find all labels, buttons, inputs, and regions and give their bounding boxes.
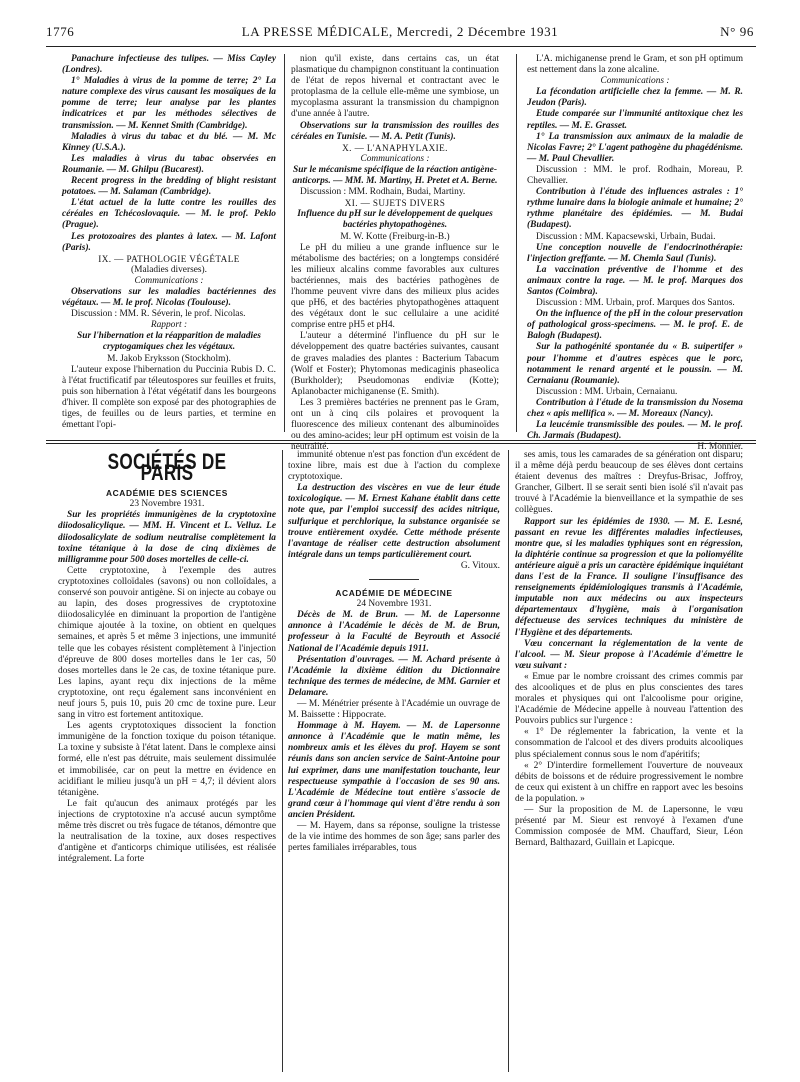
text-paragraph: Vœu concernant la réglementation de la vente de l'alcool. — M. Sieur propose à l'Académie d'émettre le vœu suivant : <box>515 638 743 671</box>
page-header <box>46 24 754 46</box>
text-paragraph: Le fait qu'aucun des animaux protégés par les injections de cryptotoxine n'a accusé aucun symptôme même très discret ou très fugace de tétanos, démontre que la neutralisation de la toxine, aux doses respectives d'antigène et d'anticorps chimique utilisées, est réalisée intégralement. La forte <box>58 798 276 865</box>
text-paragraph: M. Jakob Eryksson (Stockholm). <box>107 353 231 364</box>
text-paragraph: Contribution à l'étude de la transmission du Nosema chez « apis mellifica ». — M. Moreaux (Nancy). <box>527 397 743 419</box>
top-column-2 <box>291 54 499 453</box>
text-paragraph: immunité obtenue n'est pas fonction d'un excédent de toxine libre, mais est due à l'action du complexe cryptotoxique. <box>288 450 500 483</box>
section-heading: XI. — SUJETS DIVERS <box>344 198 446 209</box>
section-heading: ACADÉMIE DE MÉDECINE <box>335 588 453 599</box>
text-paragraph: Discussion : MM. Urbain, prof. Marques dos Santos. <box>536 298 735 309</box>
text-paragraph: Présentation d'ouvrages. — M. Achard présente à l'Académie la dixième édition du Dictionnaire technique des termes de médecine, de MM. Garnier et Delamare. <box>288 654 500 698</box>
text-paragraph: Le pH du milieu a une grande influence sur le métabolisme des bactéries; on a longtemps considéré les milieux alcalins comme favorables aux cultures bactériennes, mais des bactéries pathogènes de l'homme peuvent vivre dans des milieux plus acides que pH6, et des bactéries phytopathogènes attaquent des végétaux dont le suc cellulaire a une acidité comprise entre pH5 et pH4. <box>291 242 499 331</box>
text-paragraph: Panachure infectieuse des tulipes. — Miss Cayley (Londres). <box>62 54 276 76</box>
text-paragraph: La destruction des viscères en vue de leur étude toxicologique. — M. Ernest Kahane établit dans cette note que, par l'emploi successif des acides nitrique, sulfurique et perchlorique, la substance organisée se trouve entièrement oxydée. Cette méthode présente l'avantage de réaliser cette destruction absolument intégrale dans un temps particulièrement court. <box>288 483 500 560</box>
text-paragraph: (Maladies diverses). <box>130 264 208 275</box>
text-paragraph: La leucémie transmissible des poules. — M. le prof. Ch. Jarmais (Budapest). <box>527 420 743 442</box>
bottom-column-3 <box>515 450 743 1074</box>
text-paragraph: Discussion : MM. Urbain, Cernaianu. <box>536 386 678 397</box>
page-number: 1776 <box>46 24 75 39</box>
text-paragraph: La vaccination préventive de l'homme et des animaux contre la rage. — M. le prof. Marques dos Santos (Coimbra). <box>527 264 743 297</box>
text-paragraph: nion qu'il existe, dans certains cas, un état plasmatique du champignon constituant la continuation de l'état de repos hivernal et contractant avec le protoplasma de la cellule elle-même une symbiose, un mycoplasma assurant la transmission du champignon d'une année à l'autre. <box>291 54 499 120</box>
text-paragraph: Communications : <box>134 275 204 286</box>
text-paragraph: Les maladies à virus du tabac observées en Roumanie. — M. Ghilpu (Bucarest). <box>62 153 276 175</box>
text-paragraph: Cette cryptotoxine, à l'exemple des autres cryptotoxines colloïdales (savons) ou non colloïdales, a conservé son pouvoir antigène. Si on injecte au cobaye ou au lapin, des doses progressives de cryptotoxine diiodosalicylée en diminuant la proportion de l'antigène chimique ajoutée à la toxine, on obtient en quelques semaines, et après 5 et même 3 injections, une immunité telle que les cobayes résistent complètement à l'injection d'épreuve de 800 doses mortelles dans le 1er cas, 50 doses mortelles dans le 2e cas, de toxine tétanique pure. Les lapins, ayant reçu dix injections de la même cryptotoxine, ont reçu également sans inconvénient en neuf jours 5, puis 10, puis 20 cmc de toxine pure. Leur sang in vitro est fortement antitoxique. <box>58 565 276 721</box>
text-paragraph: Etude comparée sur l'immunité antitoxique chez les reptiles. — M. E. Grasset. <box>527 109 743 131</box>
text-paragraph: Discussion : MM. Kapacsewski, Urbain, Budai. <box>536 231 716 242</box>
text-paragraph: Les 3 premières bactéries ne prennent pas le Gram, ont un à cinq cils polaires et provoquent la fluorescence des milieux contenant des albuminoïdes ou des amino-acides; leur pH optimum est voisin de la neutralité. <box>291 397 499 453</box>
column-divider <box>284 54 285 432</box>
text-paragraph: Rapport : <box>150 320 188 331</box>
text-paragraph: Observations sur la transmission des rouilles des céréales en Tunisie. — M. A. Petit (Tunis). <box>291 120 499 142</box>
section-heading: ACADÉMIE DES SCIENCES <box>106 488 228 499</box>
section-title: SOCIÉTÉS DE PARIS <box>107 449 227 486</box>
journal-title: LA PRESSE MÉDICALE, Mercredi, 2 Décembre 1931 <box>241 24 559 39</box>
issue-number: N° 96 <box>720 24 754 39</box>
text-paragraph: — M. Hayem, dans sa réponse, souligne la tristesse de la vie intime des hommes de son âge; sans parler des pertes familiales irréparables, tous <box>288 821 500 854</box>
bottom-column-2 <box>288 450 500 1074</box>
top-column-3 <box>527 54 743 453</box>
text-paragraph: Hommage à M. Hayem. — M. de Lapersonne annonce à l'Académie que le matin même, les nombreux amis et les élèves du prof. Hayem se sont réunis dans son ancien service de Saint-Antoine pour lui exprimer, dans une manifestation touchante, leur respectueuse sympathie à l'occasion de ses 90 ans. L'Académie de Médecine tout entière s'associe de grand cœur à l'hommage qui vient d'être rendu à son ancien Président. <box>288 721 500 820</box>
text-paragraph: Sur l'hibernation et la réapparition de maladies cryptogamiques chez les végétaux. <box>77 331 261 353</box>
text-paragraph: Sur la pathogénité spontanée du « B. suipertifer » pour l'homme et d'autres espèces que le porc, notamment le renard argenté et le poussin. — M. Cernaianu (Roumanie). <box>527 342 743 386</box>
separator-rule <box>369 579 419 580</box>
text-paragraph: La fécondation artificielle chez la femme. — M. R. Jeudon (Paris). <box>527 87 743 109</box>
text-paragraph: « 2° D'interdire formellement l'ouverture de nouveaux débits de boissons et de réduire progressivement le nombre de ceux qui existent à un chiffre en rapport avec les besoins de la population. » <box>515 760 743 804</box>
section-heading: IX. — PATHOLOGIE VÉGÉTALE <box>98 253 240 264</box>
text-paragraph: H. Monnier. <box>697 442 743 453</box>
text-paragraph: Sur les propriétés immunigènes de la cryptotoxine diiodosalicylique. — MM. H. Vincent et L. Velluz. Le diiodosalicylate de sodium neutralise complètement la toxine tétanique à la dose de cinq dixièmes de milligramme pour 500 doses mortelles de celle-ci. <box>58 510 276 565</box>
text-paragraph: L'auteur a déterminé l'influence du pH sur le développement des quatre bactéries suivantes, causant de graves maladies des plantes : Bacterium Tabacum (Wolf et Foster); Phytomonas medicaginis phaseolica (Burkholder); Pseudomonas endiviæ (Kotte); Aplanobacter michiganense (E. Smith). <box>291 331 499 397</box>
column-divider <box>516 54 517 432</box>
text-paragraph: Sur le mécanisme spécifique de la réaction antigène-anticorps. — MM. M. Martiny, H. Pretet et A. Berne. <box>292 164 498 187</box>
text-paragraph: « 1° De réglementer la fabrication, la vente et la consommation de l'alcool et des divers produits alcooliques plus spécialement connus sous le nom d'apéritifs; <box>515 727 743 760</box>
text-paragraph: Les protozoaires des plantes à latex. — M. Lafont (Paris). <box>62 231 276 253</box>
text-paragraph: 1° Maladies à virus de la pomme de terre; 2° La nature complexe des virus causant les mosaïques de la pomme de terre; leur analyse par les plantes indicatrices et par les méthodes sélectives de transmission. — M. Kennet Smith (Cambridge). <box>62 76 276 131</box>
text-paragraph: Contribution à l'étude des influences astrales : 1° rythme lunaire dans la biologie animale et humaine; 2° rythme planétaire des épidémies. — M. Budai (Budapest). <box>527 187 743 231</box>
text-paragraph: On the influence of the pH in the colour preservation of pathological gross-specimens. — M. le prof. E. de Balogh (Budapest). <box>527 309 743 342</box>
section-heading: X. — L'ANAPHYLAXIE. <box>342 142 448 153</box>
text-paragraph: 1° La transmission aux animaux de la maladie de Nicolas Favre; 2° L'agent pathogène du phagédénisme. — M. Paul Chevallier. <box>527 131 743 164</box>
column-divider <box>508 450 509 1072</box>
text-paragraph: Décès de M. de Brun. — M. de Lapersonne annonce à l'Académie le décès de M. de Brun, professeur à la Faculté de Beyrouth et Associé National de l'Académie depuis 1911. <box>288 610 500 654</box>
text-paragraph: G. Vitoux. <box>460 560 500 571</box>
text-paragraph: Recent progress in the bredding of blight resistant potatoes. — M. Salaman (Cambridge). <box>62 176 276 198</box>
text-paragraph: M. W. Kotte (Freiburg-in-B.) <box>340 231 450 242</box>
text-paragraph: Rapport sur les épidémies de 1930. — M. E. Lesné, passant en revue les différentes maladies infectieuses, montre que, si les maladies typhiques sont en régression, la diphtérie continue sa progression et que la poliomyélite antérieure aiguë a pris un caractère épidémique inquiétant dans l'est de la France. Il souligne l'insuffisance des renseignements épidémiologiques transmis à l'Académie, imputable non aux médecins ou aux inspecteurs départementaux d'hygiène, mais à l'organisation défectueuse des services techniques du ministère de l'Hygiène et des départements. <box>515 516 743 638</box>
text-paragraph: ses amis, tous les camarades de sa génération ont disparu; il a même déjà perdu beaucoup de ses élèves dont certains étaient devenus des maîtres : Dreyfus-Brisac, Joffroy, Grancher, Gilbert. Il se serait senti bien isolé s'il n'avait pas trouvé à l'Académie la bienveillance et la sympathie de ses collègues. <box>515 450 743 516</box>
text-paragraph: L'A. michiganense prend le Gram, et son pH optimum est nettement dans la zone alcaline. <box>527 54 743 76</box>
text-paragraph: Discussion : MM. R. Séverin, le prof. Nicolas. <box>71 309 246 320</box>
section-rule <box>46 440 756 441</box>
text-paragraph: Maladies à virus du tabac et du blé. — M. Mc Kinney (U.S.A.). <box>62 131 276 153</box>
text-paragraph: 23 Novembre 1931. <box>129 499 205 510</box>
text-paragraph: L'état actuel de la lutte contre les rouilles des céréales en Tchécoslovaquie. — M. le prof. Peklo (Prague). <box>62 198 276 231</box>
text-paragraph: Communications : <box>360 153 430 164</box>
column-divider <box>282 450 283 1072</box>
text-paragraph: Les agents cryptotoxiques dissocient la fonction immunigène de la fonction toxique du poison tétanique. La toxine y subsiste à l'état latent. Dans le complexe ainsi formé, elle n'est pas détruite, mais seulement dissimulée et immobilisée, car on peut la mettre en évidence en acidifiant le milieu jusqu'à un pH = 4,7; il dévient alors tétanigène. <box>58 721 276 798</box>
text-paragraph: 24 Novembre 1931. <box>356 599 432 610</box>
text-paragraph: Observations sur les maladies bactériennes des végétaux. — M. le prof. Nicolas (Toulouse). <box>62 286 276 309</box>
text-paragraph: Discussion : MM. le prof. Rodhain, Moreau, P. Chevallier. <box>527 164 743 187</box>
text-paragraph: « Emue par le nombre croissant des crimes commis par des alcooliques et de plus en plus conscientes des tares morales et physiques qui ont l'alcoolisme pour origine, l'Académie de Médecine appelle à nouveau l'attention des Pouvoirs publics sur l'urgence : <box>515 671 743 727</box>
top-column-1 <box>62 54 276 432</box>
text-paragraph: Une conception nouvelle de l'endocrinothérapie: l'injection greffante. — M. Chemla Saul (Tunis). <box>527 242 743 264</box>
text-paragraph: L'auteur expose l'hibernation du Puccinia Rubis D. C. à l'état fructificatif par téleutospores sur feuilles et fruits, puis son hibernation à l'état végétatif dans les bourgeons d'hiver. Il complète son exposé par des photographies de tiges, de feuilles ou de leurs parties, et termine en émettant l'opi- <box>62 364 276 431</box>
text-paragraph: Communications : <box>600 76 670 87</box>
text-paragraph: — Sur la proposition de M. de Lapersonne, le vœu présenté par M. Sieur est renvoyé à l'examen d'une Commission composée de MM. Chauffard, Sieur, Léon Bernard, Balthazard, Guillain et Lapicque. <box>515 805 743 849</box>
text-paragraph: — M. Ménétrier présente à l'Académie un ouvrage de M. Baissette : Hippocrate. <box>288 698 500 721</box>
section-rule <box>46 443 756 444</box>
text-paragraph: Discussion : MM. Rodhain, Budai, Martiny. <box>300 187 466 198</box>
bottom-column-1 <box>58 450 276 1074</box>
text-paragraph: Influence du pH sur le développement de quelques bactéries phytopathogènes. <box>297 209 493 231</box>
header-rule <box>46 46 756 47</box>
